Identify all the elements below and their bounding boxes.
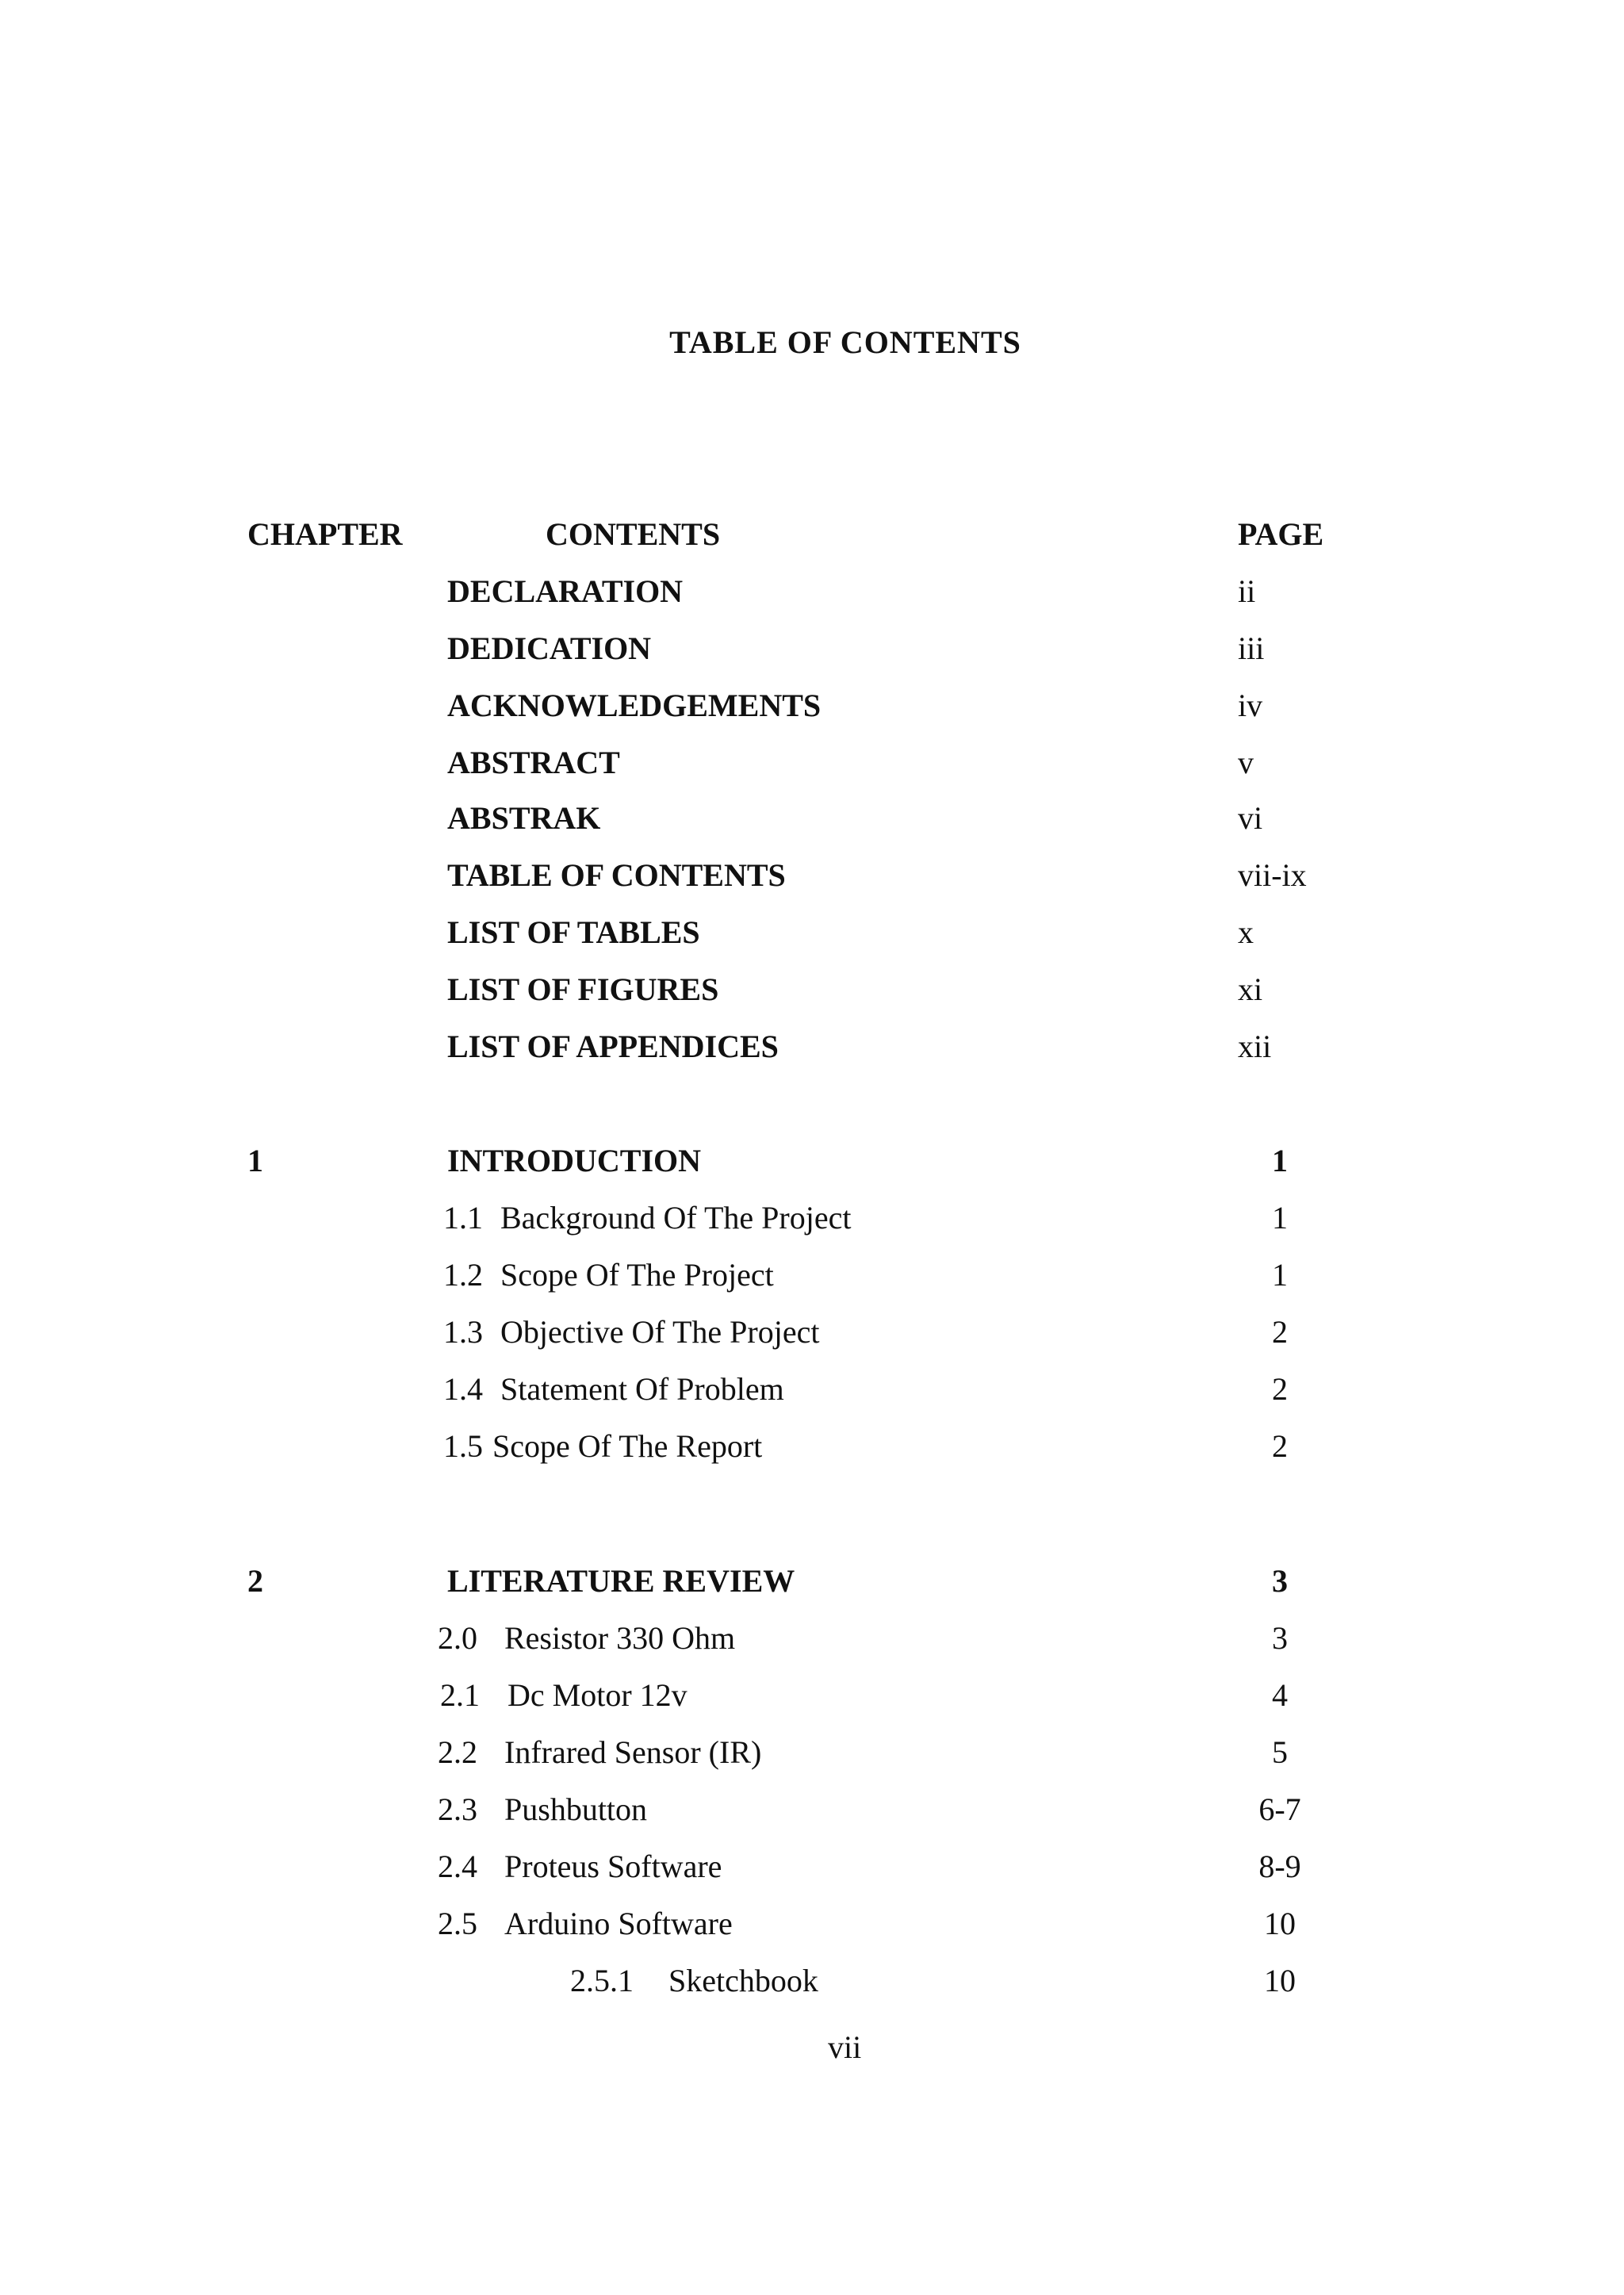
section-title: Proteus Software [504,1849,722,1884]
toc-section: 1.4 Statement Of Problem 2 [0,1369,1624,1416]
section-title: Statement Of Problem [500,1371,784,1407]
section-title: Infrared Sensor (IR) [504,1734,762,1770]
toc-entry [0,969,1624,1017]
toc-section: 2.0 Resistor 330 Ohm 3 [0,1618,1624,1665]
page-number: vii [828,2029,862,2065]
section-number: 2.2 [438,1734,477,1770]
entry-title: LIST OF TABLES [447,914,700,950]
entry-page: v [1238,745,1254,780]
chapter-title: INTRODUCTION [447,1143,702,1178]
toc-section: 1.5 Scope Of The Report 2 [0,1426,1624,1473]
toc-section: 1.3 Objective Of The Project 2 [0,1312,1624,1359]
toc-section: 2.1 Dc Motor 12v 4 [0,1675,1624,1722]
toc-section: 2.2 Infrared Sensor (IR) 5 [0,1732,1624,1780]
entry-page: xi [1238,971,1263,1007]
section-number: 2.4 [438,1849,477,1884]
toc-entry [0,685,1624,733]
toc-entry [0,571,1624,619]
section-number: 1.4 [443,1371,483,1407]
toc-section: 1.2 Scope Of The Project 1 [0,1255,1624,1302]
section-title: Pushbutton [504,1791,648,1827]
section-title: Dc Motor 12v [508,1677,688,1713]
column-headers [0,514,1624,561]
section-number: 1.2 [443,1257,483,1293]
toc-subsection: 2.5.1 Sketchbook 10 [0,1960,1624,2008]
entry-page: iii [1238,630,1265,666]
chapter-title: LITERATURE REVIEW [447,1563,795,1599]
section-title: Background Of The Project [500,1200,852,1236]
entry-title: ACKNOWLEDGEMENTS [447,688,822,723]
chapter-number: 1 [247,1143,263,1178]
section-number: 1.3 [443,1314,483,1350]
toc-section: 1.1 Background Of The Project 1 [0,1197,1624,1245]
section-number: 1.1 [443,1200,483,1236]
entry-title: TABLE OF CONTENTS [447,857,786,893]
entry-page: xii [1238,1029,1272,1064]
toc-entry [0,628,1624,676]
section-title: Sketchbook [668,1963,818,1998]
section-number: 2.5.1 [570,1963,634,1998]
page-title: TABLE OF CONTENTS [669,324,1021,360]
entry-page: vii-ix [1238,857,1307,893]
section-number: 2.3 [438,1791,477,1827]
entry-title: LIST OF APPENDICES [447,1029,779,1064]
section-title: Arduino Software [504,1906,733,1941]
entry-title: LIST OF FIGURES [447,971,719,1007]
entry-title: ABSTRACT [447,745,620,780]
toc-entry [0,1026,1624,1074]
section-number: 2.1 [440,1677,480,1713]
section-title: Scope Of The Project [500,1257,774,1293]
entry-title: DECLARATION [447,573,684,609]
section-title: Scope Of The Report [492,1428,763,1464]
header-chapter: CHAPTER [247,516,403,552]
toc-section: 2.3 Pushbutton 6-7 [0,1789,1624,1837]
header-contents: CONTENTS [546,516,721,552]
section-number: 2.5 [438,1906,477,1941]
toc-entry [0,855,1624,902]
entry-page: vi [1238,800,1263,836]
header-page: PAGE [1238,516,1324,552]
toc-entry [0,742,1624,790]
toc-section: 2.5 Arduino Software 10 [0,1903,1624,1951]
toc-entry [0,798,1624,845]
section-title: Resistor 330 Ohm [504,1620,736,1656]
toc-section: 2.4 Proteus Software 8-9 [0,1846,1624,1894]
chapter-number: 2 [247,1563,263,1599]
entry-title: DEDICATION [447,630,652,666]
chapter-heading: 1 INTRODUCTION 1 [0,1140,1624,1188]
section-title: Objective Of The Project [500,1314,820,1350]
entry-page: x [1238,914,1254,950]
chapter-heading: 2 LITERATURE REVIEW 3 [0,1561,1624,1608]
section-number: 1.5 [443,1428,483,1464]
entry-page: iv [1238,688,1263,723]
toc-entry [0,912,1624,960]
section-number: 2.0 [438,1620,477,1656]
entry-title: ABSTRAK [447,800,601,836]
entry-page: ii [1238,573,1256,609]
